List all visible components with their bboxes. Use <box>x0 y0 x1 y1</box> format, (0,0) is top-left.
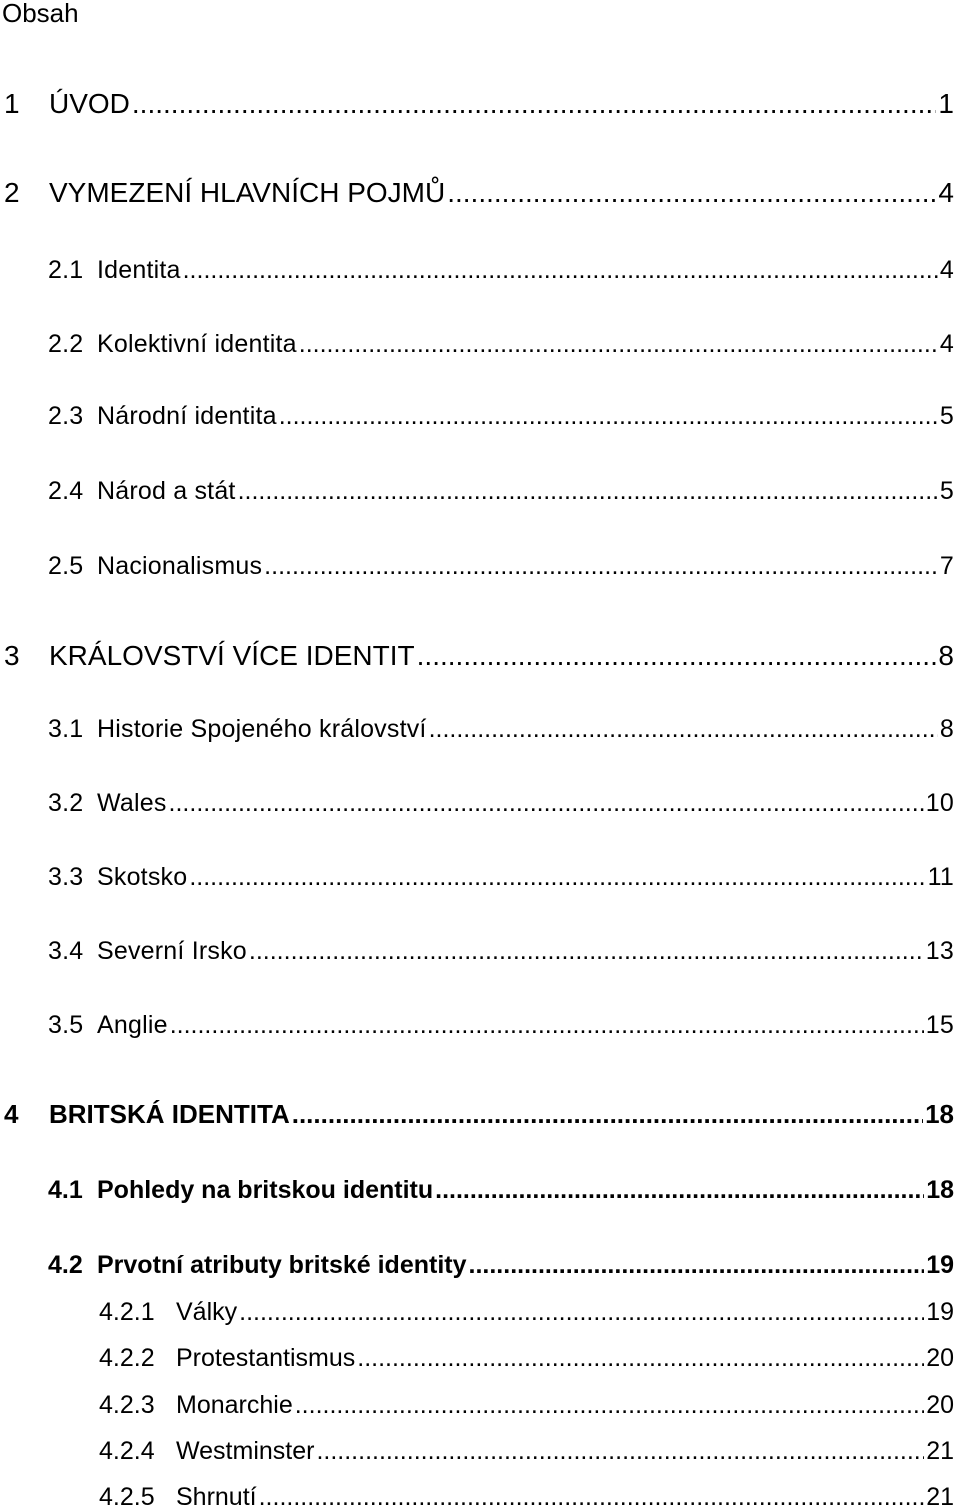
toc-entry-number: 3.1 <box>48 715 84 743</box>
toc-entry-page: 19 <box>926 1251 954 1279</box>
toc-entry[interactable] <box>99 1482 954 1512</box>
toc-entry-title: Historie Spojeného království <box>97 715 427 743</box>
toc-entry[interactable] <box>99 1436 954 1466</box>
toc-entry-title: Pohledy na britskou identitu <box>97 1176 434 1204</box>
toc-entry-number: 4.2.5 <box>99 1483 155 1511</box>
dot-leader <box>357 1343 924 1373</box>
toc-entry[interactable] <box>48 787 954 819</box>
toc-entry-title: Anglie <box>97 1011 168 1039</box>
toc-entry-number: 4.1 <box>48 1176 83 1204</box>
toc-entry[interactable] <box>48 713 954 745</box>
dot-leader <box>292 1097 923 1131</box>
toc-entry-number: 4.2.2 <box>99 1344 155 1372</box>
dot-leader <box>238 475 938 507</box>
dot-leader <box>469 1249 925 1281</box>
toc-entry-title: Westminster <box>176 1437 315 1465</box>
toc-entry-page: 1 <box>938 88 954 119</box>
toc-entry-title: KRÁLOVSTVÍ VÍCE IDENTIT <box>49 640 415 671</box>
toc-entry[interactable] <box>4 639 954 673</box>
toc-entry-number: 4.2.4 <box>99 1437 155 1465</box>
toc-entry-page: 19 <box>926 1298 954 1326</box>
toc-entry[interactable] <box>48 254 954 286</box>
toc-entry-title: Monarchie <box>176 1391 293 1419</box>
toc-entry-number: 3.5 <box>48 1011 84 1039</box>
toc-entry[interactable] <box>48 475 954 507</box>
dot-leader <box>316 1436 924 1466</box>
toc-entry[interactable] <box>48 1009 954 1041</box>
dot-leader <box>259 1482 925 1512</box>
dot-leader <box>417 639 937 673</box>
toc-entry-title: Války <box>176 1298 238 1326</box>
toc-entry[interactable] <box>99 1343 954 1373</box>
toc-entry-page: 21 <box>926 1437 954 1465</box>
toc-entry-number: 1 <box>4 88 20 119</box>
toc-entry-title: Wales <box>97 789 167 817</box>
dot-leader <box>239 1297 924 1327</box>
toc-entry[interactable] <box>48 861 954 893</box>
dot-leader <box>132 87 937 121</box>
toc-entry-page: 15 <box>925 1011 954 1039</box>
dot-leader <box>447 176 936 210</box>
dot-leader <box>435 1174 924 1206</box>
toc-entry[interactable] <box>99 1297 954 1327</box>
toc-entry-number: 3.3 <box>48 863 84 891</box>
toc-entry-page: 5 <box>939 477 954 505</box>
toc-entry-title: ÚVOD <box>49 88 130 119</box>
toc-entry-title: Prvotní atributy britské identity <box>97 1251 467 1279</box>
toc-entry-number: 4.2 <box>48 1251 83 1279</box>
toc-entry-page: 20 <box>926 1344 954 1372</box>
dot-leader <box>429 713 938 745</box>
toc-entry-number: 2.2 <box>48 330 84 358</box>
toc-entry-page: 18 <box>925 1099 954 1129</box>
toc-entry[interactable] <box>48 328 954 360</box>
toc-entry[interactable] <box>48 400 954 432</box>
toc-entry-title: Severní Irsko <box>97 937 247 965</box>
dot-leader <box>183 254 938 286</box>
toc-entry-title: Identita <box>97 256 181 284</box>
toc-entry[interactable] <box>48 935 954 967</box>
toc-entry-number: 2.4 <box>48 477 84 505</box>
dot-leader <box>170 1009 924 1041</box>
dot-leader <box>189 861 925 893</box>
toc-entry-number: 3 <box>4 640 20 671</box>
dot-leader <box>249 935 924 967</box>
toc-entry[interactable] <box>99 1390 954 1420</box>
toc-entry-page: 5 <box>939 402 954 430</box>
toc-entry-title: Shrnutí <box>176 1483 257 1511</box>
toc-entry-title: Národ a stát <box>97 477 236 505</box>
toc-entry-page: 13 <box>925 937 954 965</box>
toc-entry-title: Národní identita <box>97 402 277 430</box>
toc-entry-title: VYMEZENÍ HLAVNÍCH POJMŮ <box>49 177 446 208</box>
toc-entry-title: Skotsko <box>97 863 188 891</box>
dot-leader <box>264 550 938 582</box>
toc-entry-page: 20 <box>926 1391 954 1419</box>
toc-entry-page: 21 <box>926 1483 954 1511</box>
toc-entry-page: 10 <box>925 789 954 817</box>
toc-entry-page: 7 <box>939 552 954 580</box>
toc-entry-page: 18 <box>926 1176 954 1204</box>
toc-entry-number: 3.4 <box>48 937 84 965</box>
dot-leader <box>279 400 938 432</box>
toc-entry-title: Kolektivní identita <box>97 330 297 358</box>
toc-entry-number: 4 <box>4 1099 19 1129</box>
toc-entry-title: BRITSKÁ IDENTITA <box>49 1099 290 1129</box>
page-title: Obsah <box>2 0 79 28</box>
toc-entry-number: 2.5 <box>48 552 84 580</box>
toc-entry-number: 2 <box>4 177 20 208</box>
dot-leader <box>295 1390 924 1420</box>
toc-entry-number: 3.2 <box>48 789 84 817</box>
toc-entry[interactable] <box>48 1174 954 1206</box>
toc-entry-page: 8 <box>938 640 954 671</box>
toc-entry[interactable] <box>48 1249 954 1281</box>
dot-leader <box>299 328 938 360</box>
toc-entry[interactable] <box>48 550 954 582</box>
toc-entry[interactable] <box>4 87 954 121</box>
dot-leader <box>169 787 924 819</box>
toc-entry-page: 4 <box>939 256 954 284</box>
toc-entry-title: Protestantismus <box>176 1344 356 1372</box>
toc-entry-page: 4 <box>938 177 954 208</box>
toc-entry-title: Nacionalismus <box>97 552 263 580</box>
toc-entry-number: 4.2.3 <box>99 1391 155 1419</box>
toc-entry-number: 2.1 <box>48 256 84 284</box>
toc-entry-number: 2.3 <box>48 402 84 430</box>
toc-entry-page: 11 <box>927 863 954 891</box>
toc-entry-page: 4 <box>939 330 954 358</box>
toc-entry[interactable] <box>4 176 954 210</box>
toc-entry-page: 8 <box>939 715 954 743</box>
toc-entry[interactable] <box>4 1097 954 1131</box>
toc-entry-number: 4.2.1 <box>99 1298 155 1326</box>
